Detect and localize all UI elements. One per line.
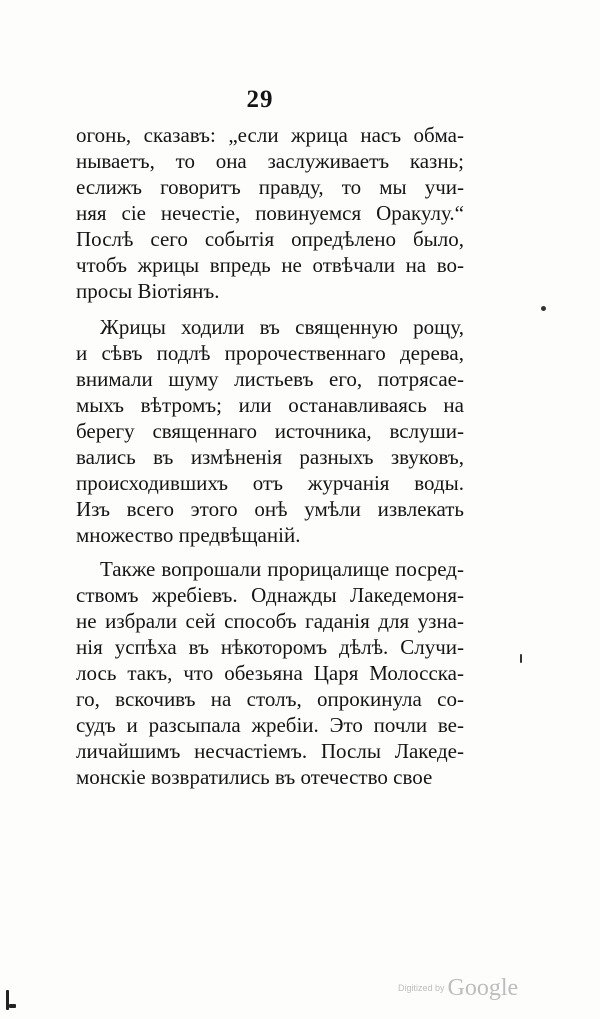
text-line: лось такъ, что обезьяна Царя Молосска- [76,661,464,685]
text-line: мыхъ вѣтромъ; или останавливаясь на [76,393,464,417]
text-line: внимали шуму листьевъ его, потрясае- [76,367,464,391]
text-line: судъ и разсыпала жребіи. Это почли ве- [76,713,464,737]
text-line: вались въ измѣненія разныхъ звуковъ, [76,445,464,469]
text-line: и сѣвъ подлѣ пророчественнаго дерева, [76,341,464,365]
paragraph-2 [76,314,464,548]
scan-speck [9,1004,16,1008]
text-line: нываетъ, то она заслуживаетъ казнь; [76,149,464,173]
text-line: огонь, сказавъ: „если жрица насъ обма- [76,123,464,147]
text-line: личайшимъ несчастіемъ. Послы Лакеде- [76,739,464,763]
text-line: Послѣ сего событія опредѣлено было, [76,227,464,251]
text-line: няя сіе нечестіе, повинуемся Оракулу.“ [76,201,464,225]
text-line: множество предвѣщаній. [76,523,301,547]
text-line: Также вопрошали прорицалище посред- [100,557,464,581]
text-line: не избрали сей способъ гаданія для узна- [76,609,464,633]
scan-speck [541,306,546,311]
paragraph-3 [76,556,464,790]
text-line: монскіе возвратились въ отечество свое [76,765,433,789]
scan-speck [520,654,522,663]
text-line: берегу священнаго источника, вслуши- [76,419,464,443]
text-line: нія успѣха въ нѣкоторомъ дѣлѣ. Случи- [76,635,464,659]
google-logo: Google [447,975,519,1001]
text-line: происходившихъ отъ журчанія воды. [76,471,464,495]
text-line: Изъ всего этого онѣ умѣли извлекать [76,497,464,521]
text-line: го, вскочивъ на столъ, опрокинула со- [76,687,464,711]
text-line: еслижъ говоритъ правду, то мы учи- [76,175,464,199]
paragraph-1 [76,122,464,304]
text-line: ствомъ жребіевъ. Однажды Лакедемоня- [76,583,464,607]
watermark-digitized-text: Digitized by [398,983,445,993]
text-line: чтобъ жрицы впредь не отвѣчали на во- [76,253,464,277]
text-line: Жрицы ходили въ священную рощу, [100,315,464,339]
text-line: просы Віотіянъ. [76,279,220,303]
google-watermark [398,975,538,1005]
page-number: 29 [246,86,274,113]
